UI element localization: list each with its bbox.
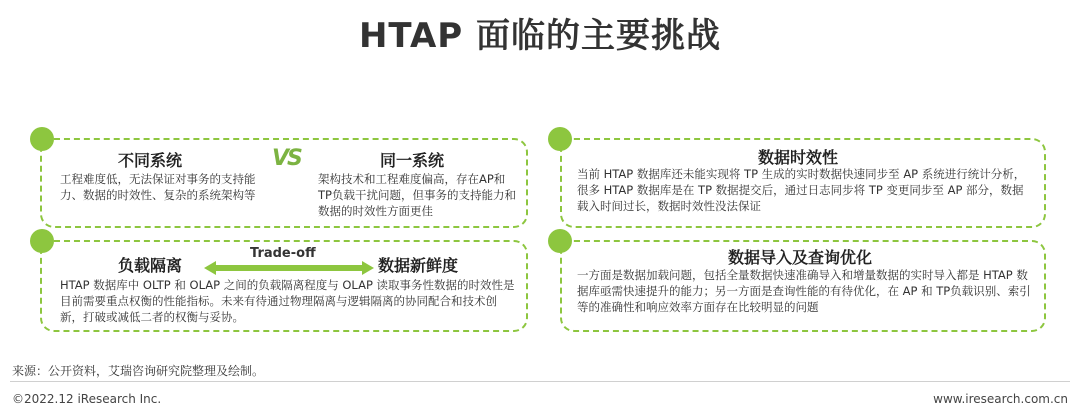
double-arrow-icon	[204, 261, 374, 275]
tradeoff-text: HTAP 数据库中 OLTP 和 OLAP 之间的负载隔离程度与 OLAP 读取事务性数据的时效性是目前需要重点权衡的性能指标。未来有待通过物理隔离与逻辑隔离的协同配合和技术创新，打破或减低二者的权衡与妥协。	[60, 278, 515, 324]
import-query-text: 一方面是数据加载问题，包括全量数据快速准确导入和增量数据的实时导入都是 HTAP 数据库亟需快速提升的能力；另一方面是查询性能的有待优化，在 AP 和 TP负载识别、索引等的准确性和响应效率方面存在比较明显的问题	[577, 268, 1031, 314]
import-query-heading: 数据导入及查询优化	[728, 248, 873, 267]
tradeoff-label: Trade-off	[250, 246, 316, 261]
card-bullet-dot	[548, 127, 572, 151]
same-system-text: 架构技术和工程难度偏高，存在AP和TP负载干扰问题，但事务的支持能力和数据的时效性方面更佳	[318, 172, 516, 218]
vs-label: VS	[272, 146, 301, 171]
copyright: ©2022.12 iResearch Inc.	[12, 392, 162, 406]
data-freshness-heading: 数据新鲜度	[378, 256, 459, 275]
different-system-heading: 不同系统	[118, 151, 183, 170]
source-note: 来源：公开资料，艾瑞咨询研究院整理及绘制。	[12, 364, 265, 378]
data-timeliness-heading: 数据时效性	[758, 148, 839, 167]
footer-divider	[10, 381, 1070, 382]
data-timeliness-text: 当前 HTAP 数据库还未能实现将 TP 生成的实时数据快速同步至 AP 系统进行统计分析，很多 HTAP 数据库是在 TP 数据提交后，通过日志同步将 TP 变更同步至 AP 部分，数据载入时间过长，数据时效性没法保证	[577, 167, 1026, 213]
different-system-text: 工程难度低，无法保证对事务的支持能力、数据的时效性、复杂的系统架构等	[60, 172, 256, 202]
card-bullet-dot	[30, 229, 54, 253]
website-link[interactable]: www.iresearch.com.cn	[933, 392, 1068, 406]
page-title: HTAP 面临的主要挑战	[358, 16, 722, 56]
card-bullet-dot	[548, 229, 572, 253]
load-isolation-heading: 负载隔离	[118, 256, 183, 275]
same-system-heading: 同一系统	[380, 151, 445, 170]
card-bullet-dot	[30, 127, 54, 151]
